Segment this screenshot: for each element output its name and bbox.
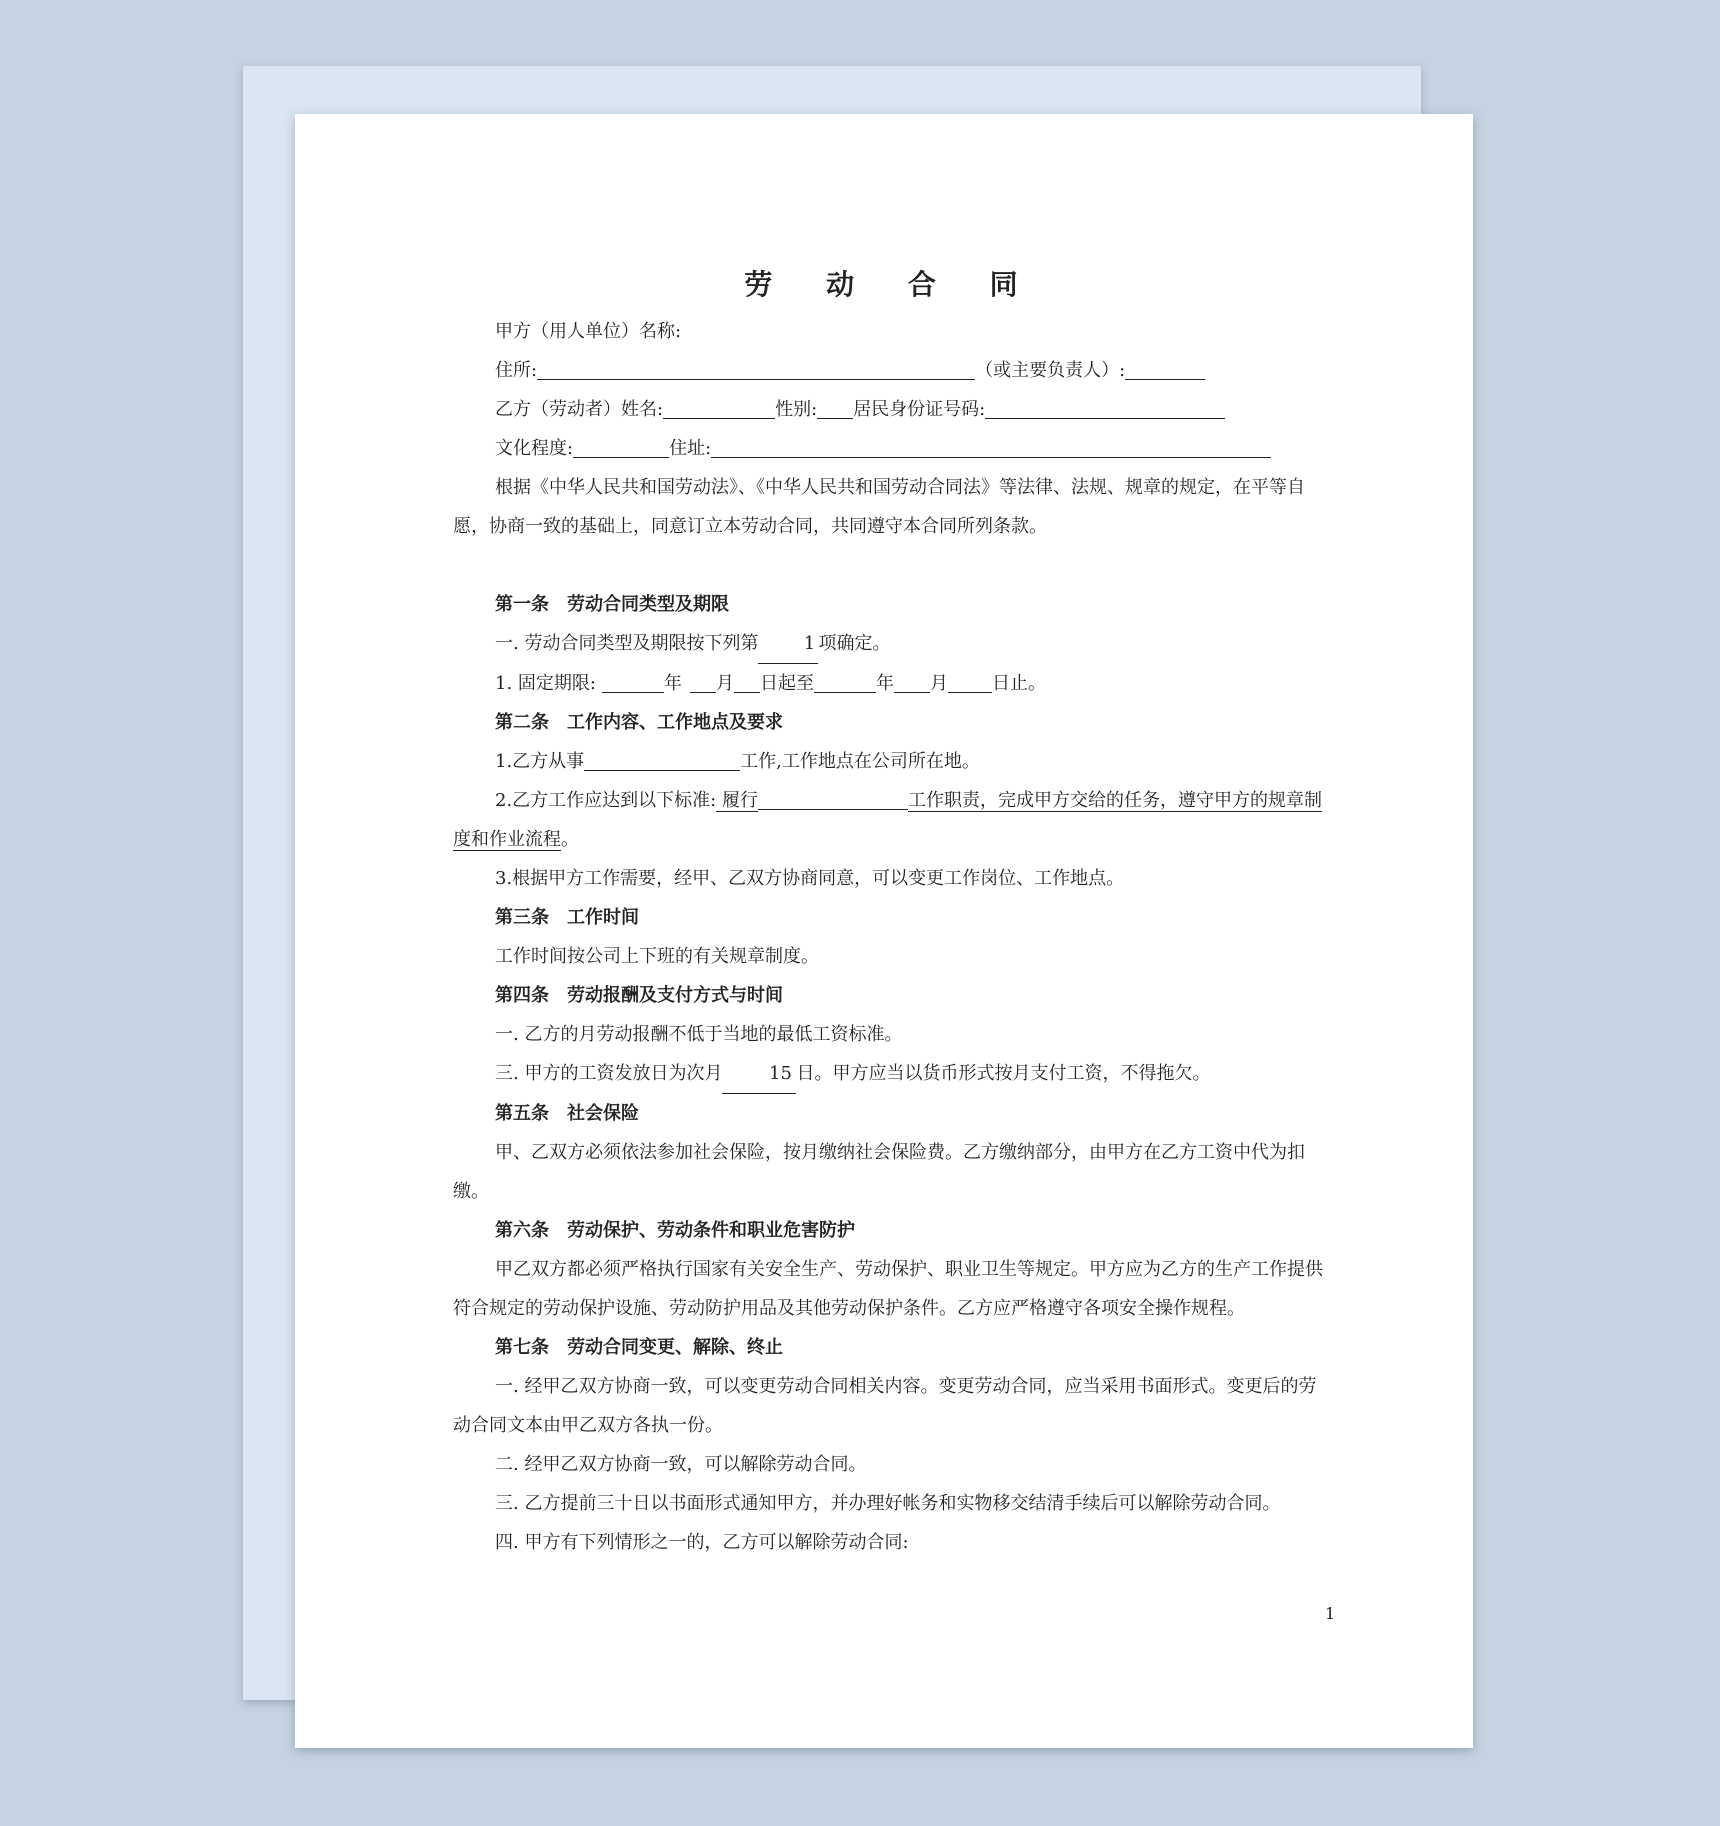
page-content bbox=[453, 264, 1331, 1562]
article-2-line-2: 2.乙方工作应达到以下标准: 履行 工作职责，完成甲方交给的任务，遵守甲方的规章制度和作业流程。 bbox=[453, 781, 1331, 859]
start-day-blank[interactable] bbox=[734, 670, 760, 693]
principal-blank[interactable] bbox=[1125, 357, 1205, 380]
duty-blank[interactable] bbox=[758, 787, 908, 810]
end-day-blank[interactable] bbox=[948, 670, 992, 693]
article-2-line-3: 3.根据甲方工作需要，经甲、乙双方协商同意，可以变更工作岗位、工作地点。 bbox=[495, 868, 1125, 889]
article-1-heading: 第一条 劳动合同类型及期限 bbox=[495, 594, 729, 615]
residence-blank[interactable] bbox=[711, 435, 1271, 458]
address-line: 住所: （或主要负责人）: bbox=[453, 351, 1331, 390]
pay-day-value[interactable]: 15 bbox=[722, 1054, 796, 1094]
article-6-heading: 第六条 劳动保护、劳动条件和职业危害防护 bbox=[495, 1220, 855, 1241]
id-number-blank[interactable] bbox=[985, 396, 1225, 419]
article-4-line-1: 一. 乙方的月劳动报酬不低于当地的最低工资标准。 bbox=[495, 1024, 903, 1045]
education-line: 文化程度: 住址: bbox=[453, 429, 1331, 468]
article-7-line-3: 三. 乙方提前三十日以书面形式通知甲方，并办理好帐务和实物移交结清手续后可以解除劳动合同。 bbox=[495, 1493, 1281, 1514]
job-title-blank[interactable] bbox=[584, 748, 740, 771]
article-7-heading: 第七条 劳动合同变更、解除、终止 bbox=[495, 1337, 783, 1358]
address-blank[interactable] bbox=[537, 357, 975, 380]
article-2-heading: 第二条 工作内容、工作地点及要求 bbox=[495, 712, 783, 733]
article-7-line-1: 一. 经甲乙双方协商一致，可以变更劳动合同相关内容。变更劳动合同，应当采用书面形式。变更后的劳动合同文本由甲乙双方各执一份。 bbox=[453, 1376, 1317, 1436]
article-5-heading: 第五条 社会保险 bbox=[495, 1103, 639, 1124]
document-page bbox=[295, 114, 1473, 1748]
end-month-blank[interactable] bbox=[894, 670, 930, 693]
article-7-line-2: 二. 经甲乙双方协商一致，可以解除劳动合同。 bbox=[495, 1454, 867, 1475]
article-2-line-1: 1.乙方从事 工作,工作地点在公司所在地。 bbox=[453, 742, 1331, 781]
preamble: 根据《中华人民共和国劳动法》、《中华人民共和国劳动合同法》等法律、法规、规章的规定，在平等自愿，协商一致的基础上，同意订立本劳动合同，共同遵守本合同所列条款。 bbox=[453, 477, 1305, 537]
party-a-name-line: 甲方（用人单位）名称: bbox=[495, 321, 682, 342]
party-b-line: 乙方（劳动者）姓名: 性别: 居民身份证号码: bbox=[453, 390, 1331, 429]
page-number: 1 bbox=[1325, 1604, 1336, 1623]
article-4-line-2: 三. 甲方的工资发放日为次月 15 日。甲方应当以货币形式按月支付工资，不得拖欠。 bbox=[453, 1054, 1331, 1094]
start-year-blank[interactable] bbox=[602, 670, 664, 693]
article-3-line-1: 工作时间按公司上下班的有关规章制度。 bbox=[495, 946, 819, 967]
gender-blank[interactable] bbox=[817, 396, 853, 419]
article-1-line-1: 一. 劳动合同类型及期限按下列第 1 项确定。 bbox=[453, 624, 1331, 664]
spacer bbox=[453, 546, 1331, 585]
end-year-blank[interactable] bbox=[814, 670, 876, 693]
education-blank[interactable] bbox=[573, 435, 669, 458]
contract-type-value[interactable]: 1 bbox=[758, 624, 818, 664]
article-5-line-1: 甲、乙双方必须依法参加社会保险，按月缴纳社会保险费。乙方缴纳部分，由甲方在乙方工资中代为扣缴。 bbox=[453, 1142, 1305, 1202]
article-7-line-4: 四. 甲方有下列情形之一的，乙方可以解除劳动合同: bbox=[495, 1532, 909, 1553]
article-4-heading: 第四条 劳动报酬及支付方式与时间 bbox=[495, 985, 783, 1006]
document-title: 劳 动 合 同 bbox=[744, 268, 1040, 301]
article-3-heading: 第三条 工作时间 bbox=[495, 907, 639, 928]
article-6-line-1: 甲乙双方都必须严格执行国家有关安全生产、劳动保护、职业卫生等规定。甲方应为乙方的生产工作提供符合规定的劳动保护设施、劳动防护用品及其他劳动保护条件。乙方应严格遵守各项安全操作规程。 bbox=[453, 1259, 1323, 1319]
start-month-blank[interactable] bbox=[690, 670, 716, 693]
article-1-line-2: 1. 固定期限: 年 月 日起至 年 月 日止。 bbox=[453, 664, 1331, 703]
name-blank[interactable] bbox=[663, 396, 775, 419]
